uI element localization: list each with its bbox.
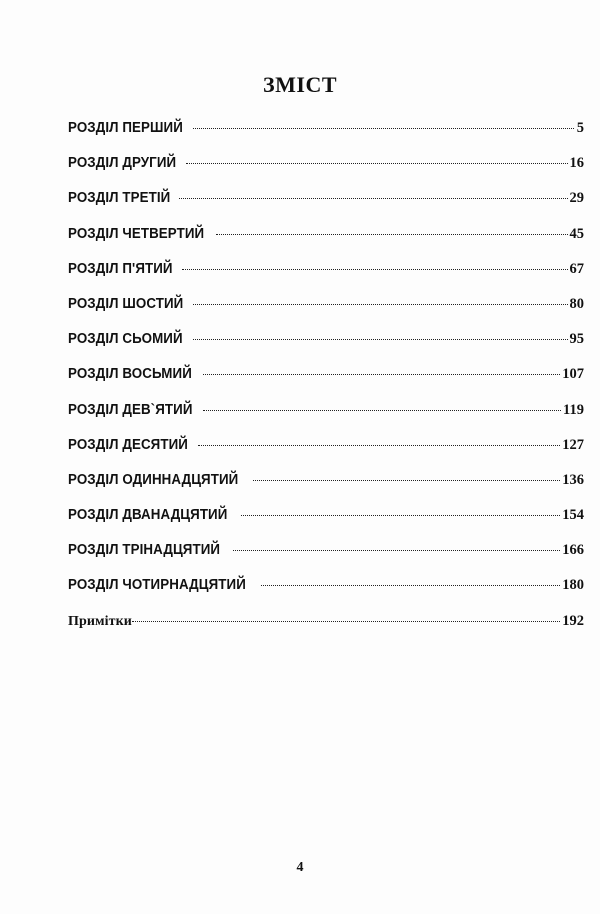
- toc-entry: [68, 360, 584, 395]
- dot-leader: [216, 234, 567, 235]
- toc-entry-page: 180: [562, 577, 584, 594]
- dot-leader: [193, 304, 567, 305]
- dot-leader: [233, 550, 560, 551]
- toc-entry: [68, 396, 584, 431]
- toc-entry-notes: [68, 607, 584, 642]
- toc-entry-label: РОЗДІЛ ДВАНАДЦЯТИЙ: [68, 507, 228, 524]
- dot-leader: [253, 480, 560, 481]
- dot-leader: [179, 198, 567, 199]
- toc-entry-label: Примітки: [68, 613, 132, 629]
- toc-entry-page: 16: [569, 155, 584, 172]
- toc-entry-label: РОЗДІЛ ТРІНАДЦЯТИЙ: [68, 542, 221, 559]
- page-number: 4: [296, 860, 304, 875]
- toc-entry: [68, 325, 584, 360]
- toc-entry-page: 67: [569, 260, 584, 277]
- toc-entry-label: РОЗДІЛ П'ЯТИЙ: [68, 260, 173, 277]
- toc-entry-label: РОЗДІЛ ЧЕТВЕРТИЙ: [68, 225, 205, 242]
- dot-leader: [193, 339, 568, 340]
- toc-entry-label: РОЗДІЛ ЧОТИРНАДЦЯТИЙ: [68, 577, 246, 594]
- toc-entry-page: 136: [562, 471, 584, 488]
- toc-entry: [68, 149, 584, 184]
- dot-leader: [193, 128, 574, 129]
- page-title: ЗМІСТ: [263, 72, 337, 97]
- toc-entry: [68, 255, 584, 290]
- table-of-contents: [68, 114, 584, 642]
- toc-entry-page: 154: [562, 507, 584, 524]
- toc-entry-page: 127: [562, 436, 584, 453]
- toc-entry: [68, 501, 584, 536]
- toc-entry: [68, 571, 584, 606]
- toc-entry-page: 166: [562, 542, 584, 559]
- dot-leader: [182, 269, 568, 270]
- toc-entry: [68, 290, 584, 325]
- dot-leader: [186, 163, 568, 164]
- toc-entry: [68, 184, 584, 219]
- toc-entry: [68, 220, 584, 255]
- dot-leader: [261, 585, 560, 586]
- toc-entry: [68, 536, 584, 571]
- toc-entry-page: 119: [563, 401, 584, 418]
- dot-leader: [132, 621, 560, 622]
- toc-entry: [68, 114, 584, 149]
- dot-leader: [203, 374, 561, 375]
- toc-entry-label: РОЗДІЛ ШОСТИЙ: [68, 295, 184, 312]
- toc-entry: [68, 466, 584, 501]
- toc-entry-label: РОЗДІЛ ДЕСЯТИЙ: [68, 436, 188, 453]
- toc-entry-label: РОЗДІЛ ТРЕТІЙ: [68, 190, 171, 207]
- dot-leader: [241, 515, 560, 516]
- toc-entry-label: РОЗДІЛ СЬОМИЙ: [68, 331, 183, 348]
- toc-entry-page: 107: [562, 366, 584, 383]
- dot-leader: [198, 445, 560, 446]
- toc-entry-page: 45: [569, 225, 584, 242]
- toc-entry-label: РОЗДІЛ ДЕВ`ЯТИЙ: [68, 401, 193, 418]
- toc-entry-label: РОЗДІЛ ВОСЬМИЙ: [68, 366, 192, 383]
- dot-leader: [203, 410, 561, 411]
- toc-entry-page: 29: [569, 190, 584, 207]
- toc-entry-label: РОЗДІЛ ОДИННАДЦЯТИЙ: [68, 471, 239, 488]
- toc-entry-label: РОЗДІЛ ДРУГИЙ: [68, 155, 177, 172]
- toc-entry-page: 80: [569, 295, 584, 312]
- toc-entry-page: 95: [569, 331, 584, 348]
- toc-entry: [68, 431, 584, 466]
- toc-entry-label: РОЗДІЛ ПЕРШИЙ: [68, 120, 183, 136]
- toc-entry-page: 5: [576, 120, 584, 136]
- toc-entry-page: 192: [562, 612, 584, 629]
